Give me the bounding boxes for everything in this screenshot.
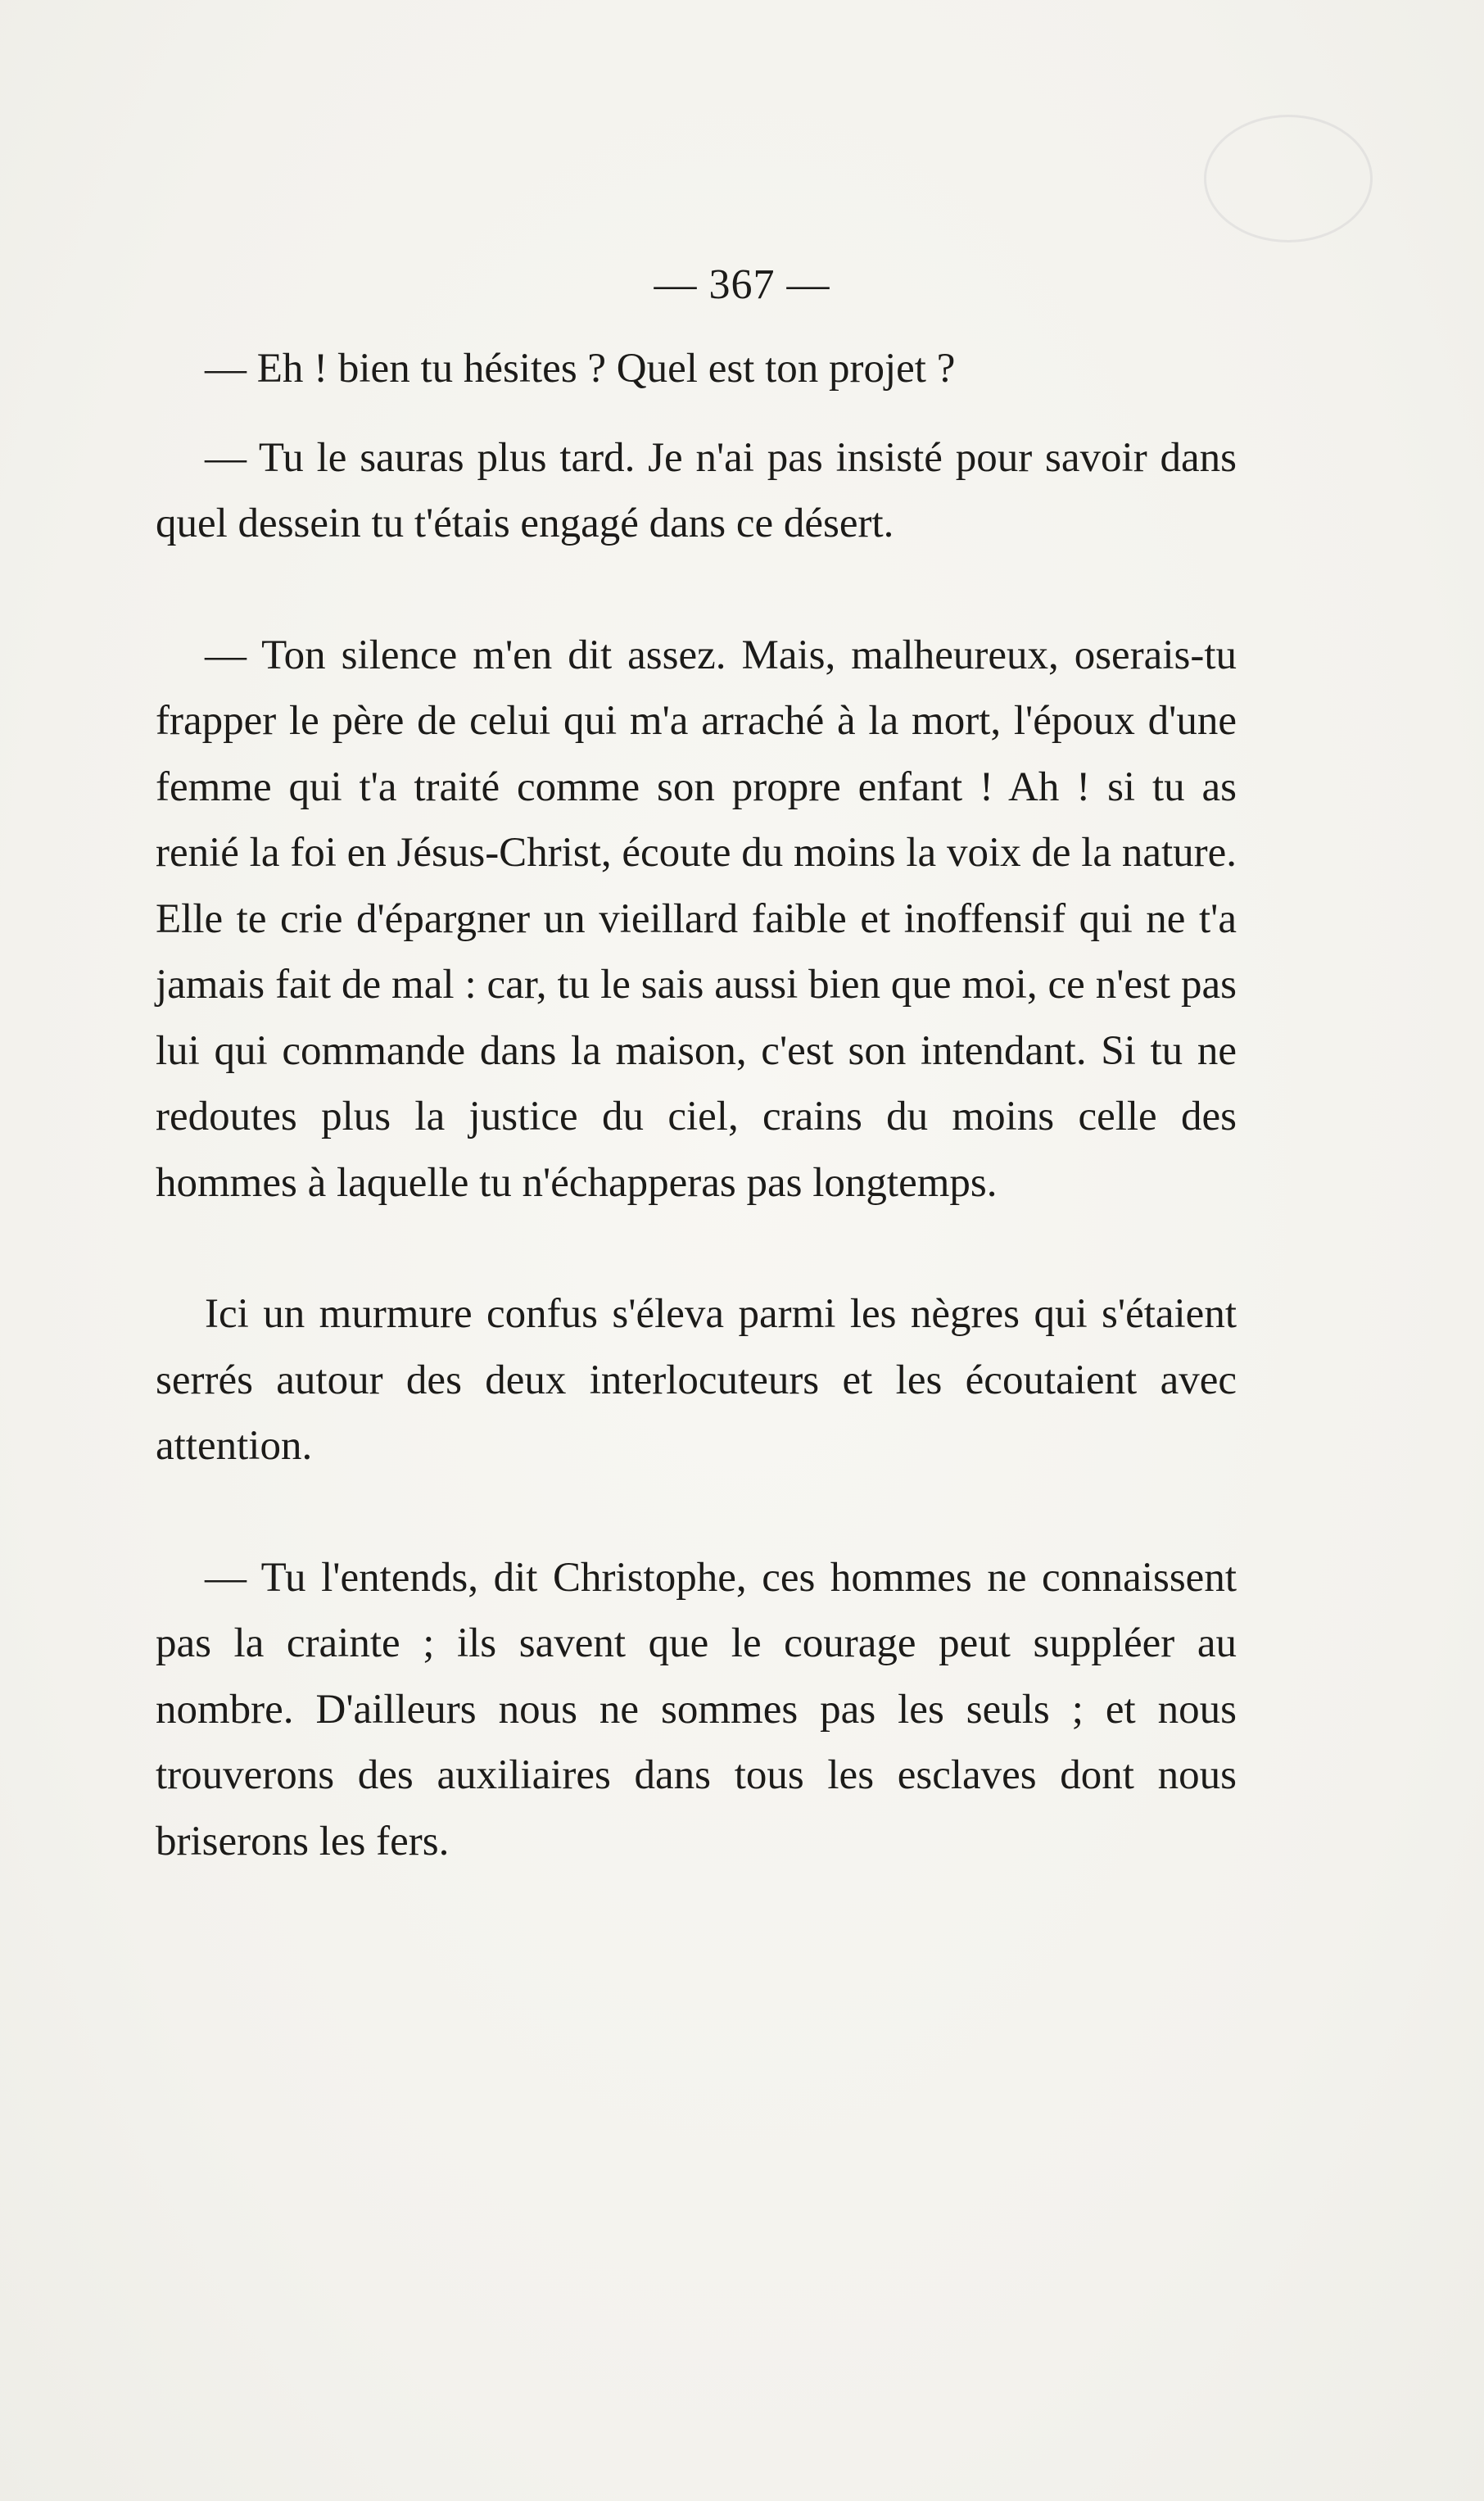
body-text [156,336,1237,1874]
paragraph-1: — Eh ! bien tu hésites ? Quel est ton projet ? [205,346,956,392]
paragraph-3: — Ton silence m'en dit assez. Mais, malheureux, oserais-tu frapper le père de celui qui m'a arraché à la mort, l'époux d'une femme qui t'a traité comme son propre enfant ! Ah ! si tu as renié la foi en Jésus-Christ, écoute du moins la voix de la nature. Elle te crie d'épargner un vieillard faible et inoffensif qui ne t'a jamais fait de mal : car, tu le sais aussi bien que moi, ce n'est pas lui qui commande dans la maison, c'est son intendant. Si tu ne redoutes plus la justice du ciel, crains du moins celle des hommes à laquelle tu n'échapperas pas longtemps. [156,632,1237,1206]
paragraph-5: — Tu l'entends, dit Christophe, ces hommes ne connaissent pas la crainte ; ils savent que le courage peut suppléer au nombre. D'ailleurs nous ne sommes pas les seuls ; et nous trouverons des auxiliaires dans tous les esclaves dont nous briserons les fers. [156,1554,1237,1864]
page-number-header: — 367 — [654,261,830,308]
library-stamp [1204,115,1373,242]
paragraph-4: Ici un murmure confus s'éleva parmi les nègres qui s'étaient serrés autour des deux interlocuteurs et les écoutaient avec attention. [156,1291,1237,1469]
paragraph-2: — Tu le sauras plus tard. Je n'ai pas insisté pour savoir dans quel dessein tu t'étais engagé dans ce désert. [156,434,1237,546]
